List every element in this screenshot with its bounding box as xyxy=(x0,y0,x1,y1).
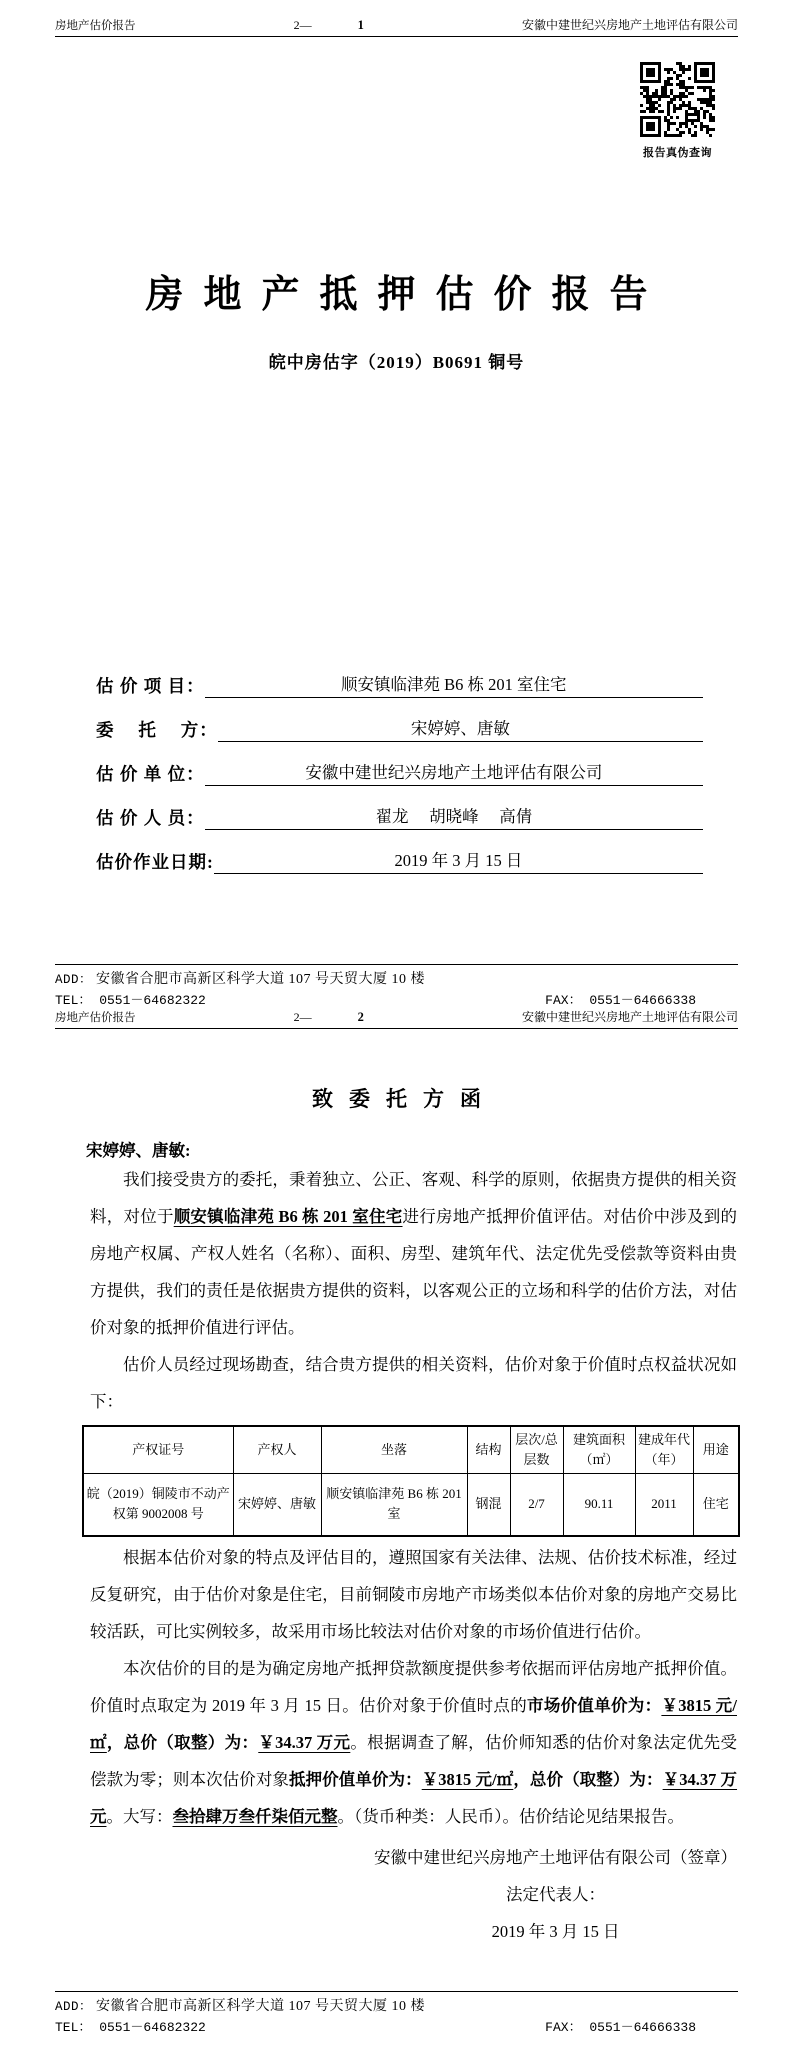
page2-header xyxy=(55,1008,738,1029)
field-client-value: 宋婷婷、唐敏 xyxy=(218,715,703,742)
footer-address xyxy=(55,968,738,988)
footer-address-text: 安徽省合肥市高新区科学大道 107 号天贸大厦 10 楼 xyxy=(96,1999,426,2014)
field-client xyxy=(96,715,703,742)
letter-paragraph-4: 本次估价的目的是为确定房地产抵押贷款额度提供参考依据而评估房地产抵押价值。价值时点取定为 2019 年 3 月 15 日。估价对象于价值时点的市场价值单价为：￥3815 元/㎡，总价（取整）为：￥34.37 万元。根据调查了解，估价师知悉的估价对象法定优先受偿款为零；则本次估价对象抵押价值单价为：￥3815 元/㎡，总价（取整）为：￥34.37 万元。大写：叁拾肆万叁仟柒佰元整。（货币种类：人民币）。估价结论见结果报告。 xyxy=(90,1658,738,1826)
col-use: 用途 xyxy=(693,1426,739,1474)
col-floor: 层次/总层数 xyxy=(510,1426,563,1474)
report-number: 皖中房估字（2019）B0691 铜号 xyxy=(268,353,525,372)
cell-year: 2011 xyxy=(635,1474,693,1536)
footer-address-label: ADD： xyxy=(55,2000,93,2014)
field-appraisers xyxy=(96,803,703,830)
cover-form xyxy=(96,671,703,874)
header-page-number: 1 xyxy=(357,18,364,32)
col-structure: 结构 xyxy=(467,1426,510,1474)
field-agency xyxy=(96,759,703,786)
footer-tel: TEL： 0551－64682322 xyxy=(55,2020,206,2035)
letter-body-after-table xyxy=(90,1539,737,1835)
col-year: 建成年代（年） xyxy=(635,1426,693,1474)
footer-address-label: ADD： xyxy=(55,973,93,987)
letter-title: 致委托方函 xyxy=(312,1087,497,1111)
header-page-indicator xyxy=(294,18,364,33)
cell-structure: 钢混 xyxy=(467,1474,510,1536)
page2-footer xyxy=(55,1991,738,2035)
field-date xyxy=(96,847,703,874)
field-client-label: 委 托 方： xyxy=(96,720,218,740)
letter-paragraph-3: 根据本估价对象的特点及评估目的，遵照国家有关法律、法规、估价技术标准，经过反复研究，由于估价对象是住宅，目前铜陵市房地产市场类似本估价对象的房地产交易比较活跃，可比实例较多，故采用市场比较法对估价对象的市场价值进行估价。 xyxy=(90,1547,737,1641)
footer-telfax xyxy=(55,2016,738,2035)
field-project xyxy=(96,671,703,698)
cell-floor: 2/7 xyxy=(510,1474,563,1536)
footer-address xyxy=(55,1995,738,2015)
qr-code-icon xyxy=(640,62,715,137)
letter-paragraph-2: 估价人员经过现场勘查，结合贵方提供的相关资料，估价对象于价值时点权益状况如下： xyxy=(90,1355,737,1411)
property-rights-table xyxy=(82,1425,740,1537)
footer-fax: FAX： 0551－64666338 xyxy=(545,2020,696,2035)
header-doc-type: 房地产估价报告 xyxy=(55,20,136,32)
field-agency-label: 估 价 单 位： xyxy=(96,764,205,784)
letter-paragraph-1: 我们接受贵方的委托，秉着独立、公正、客观、科学的原则，依据贵方提供的相关资料，对位于顺安镇临津苑 B6 栋 201 室住宅进行房地产抵押价值评估。对估价中涉及到的房地产权属、产权人姓名（名称）、面积、房型、建筑年代、法定优先受偿款等资料由贵方提供，我们的责任是依据贵方提供的资料，以客观公正的立场和科学的估价方法，对估价对象的抵押价值进行评估。 xyxy=(90,1170,738,1337)
table-header-row xyxy=(83,1426,739,1474)
signature-legal-rep: 法定代表人： xyxy=(506,1884,605,1904)
letter-section xyxy=(56,1083,737,1835)
cell-owner: 宋婷婷、唐敏 xyxy=(233,1474,321,1536)
header-page-indicator xyxy=(294,1010,364,1025)
field-appraisers-value: 翟龙 胡晓峰 高倩 xyxy=(205,803,703,830)
cell-location: 顺安镇临津苑 B6 栋 201 室 xyxy=(321,1474,467,1536)
field-date-value: 2019 年 3 月 15 日 xyxy=(214,847,703,874)
col-location: 坐落 xyxy=(321,1426,467,1474)
signature-block xyxy=(56,1839,737,1950)
field-project-label: 估 价 项 目： xyxy=(96,676,205,696)
col-owner: 产权人 xyxy=(233,1426,321,1474)
header-doc-type: 房地产估价报告 xyxy=(55,1012,136,1024)
letter-body xyxy=(90,1161,737,1420)
footer-tel: TEL： 0551－64682322 xyxy=(55,993,206,1008)
table-row xyxy=(83,1474,739,1536)
field-project-value: 顺安镇临津苑 B6 栋 201 室住宅 xyxy=(205,671,703,698)
col-cert-no: 产权证号 xyxy=(83,1426,233,1474)
report-title: 房地产抵押估价报告 xyxy=(145,274,668,316)
page1-footer xyxy=(55,964,738,1008)
cell-area: 90.11 xyxy=(563,1474,635,1536)
field-date-label: 估价作业日期: xyxy=(96,852,214,872)
page1-header xyxy=(55,0,738,37)
footer-fax: FAX： 0551－64666338 xyxy=(545,993,696,1008)
field-appraisers-label: 估 价 人 员： xyxy=(96,808,205,828)
cell-cert-no: 皖（2019）铜陵市不动产权第 9002008 号 xyxy=(83,1474,233,1536)
letter-salutation: 宋婷婷、唐敏: xyxy=(86,1141,191,1160)
header-page-prefix: 2— xyxy=(293,18,312,32)
qr-block xyxy=(640,62,715,160)
header-page-prefix: 2— xyxy=(293,1010,312,1024)
header-page-number: 2 xyxy=(357,1010,364,1024)
qr-label: 报告真伪查询 xyxy=(643,147,712,159)
field-agency-value: 安徽中建世纪兴房地产土地评估有限公司 xyxy=(205,759,703,786)
cell-use: 住宅 xyxy=(693,1474,739,1536)
signature-date: 2019 年 3 月 15 日 xyxy=(491,1921,620,1941)
footer-telfax xyxy=(55,989,738,1008)
signature-company: 安徽中建世纪兴房地产土地评估有限公司（签章） xyxy=(374,1847,737,1867)
header-company: 安徽中建世纪兴房地产土地评估有限公司 xyxy=(521,1010,738,1024)
footer-address-text: 安徽省合肥市高新区科学大道 107 号天贸大厦 10 楼 xyxy=(96,972,426,987)
header-company: 安徽中建世纪兴房地产土地评估有限公司 xyxy=(521,18,738,32)
col-area: 建筑面积（㎡） xyxy=(563,1426,635,1474)
